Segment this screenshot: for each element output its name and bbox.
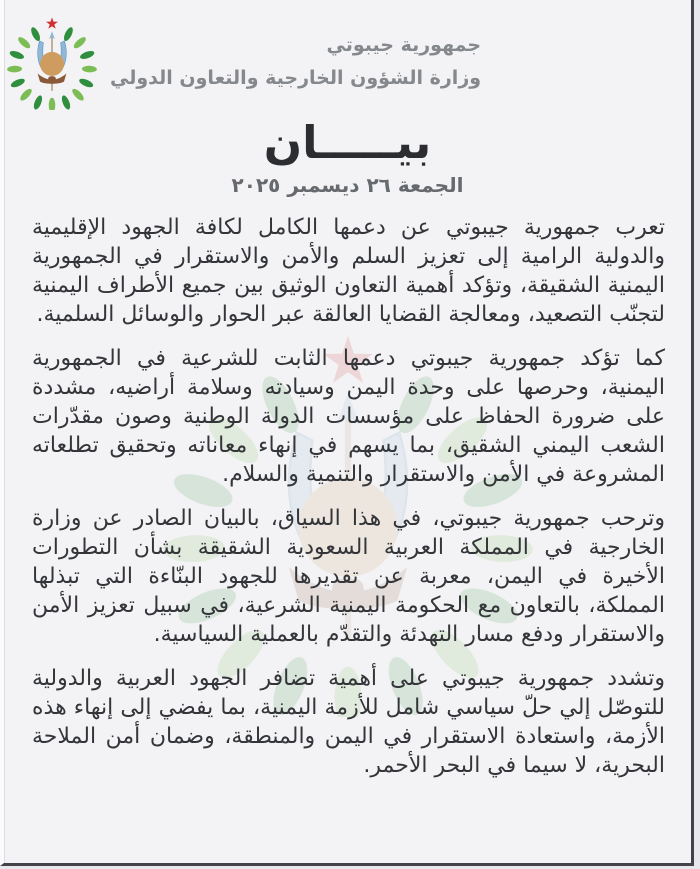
statement-paragraph-2: كما تؤكد جمهورية جيبوتي دعمها الثابت للشرعية في الجمهورية اليمنية، وحرصها على وحدة اليمن وسيادته وسلامة أراضيه، مشددة على ضرورة الحفاظ على مؤسسات الدولة الوطنية وصون مقدّرات الشعب اليمني الشقيق، بما يسهم في إنهاء معاناته وتحقيق تطلعاته المشروعة في الأمن والاستقرار والتنمية والسلام.: [32, 346, 665, 487]
statement-paragraph-3: وترحب جمهورية جيبوتي، في هذا السياق، بالبيان الصادر عن وزارة الخارجية في المملكة العربية السعودية الشقيقة بشأن التطورات الأخيرة في اليمن، معربة عن تقديرها للجهود البنّاءة التي تبذلها المملكة، بالتعاون مع الحكومة اليمنية الشرعية، في سبيل تعزيز الأمن والاستقرار ودفع مسار التهدئة والتقدّم بالعملية السياسية.: [32, 506, 665, 647]
header-text-block: [110, 29, 481, 96]
statement-title: بيـــــان: [263, 116, 432, 169]
document-header: [4, 0, 691, 110]
statement-paragraph-1: تعرب جمهورية جيبوتي عن دعمها الكامل لكافة الجهود الإقليمية والدولية الرامية إلى تعزيز السلم والأمن والاستقرار في الجمهورية اليمنية الشقيقة، وتؤكد أهمية التعاون الوثيق بين جميع الأطراف اليمنية لتجنّب التصعيد، ومعالجة القضايا العالقة عبر الحوار والوسائل السلمية.: [32, 215, 665, 327]
statement-date: الجمعة ٢٦ ديسمبر ٢٠٢٥: [231, 173, 464, 197]
statement-body: [4, 209, 691, 780]
header-country: جمهورية جيبوتي: [326, 33, 482, 56]
djibouti-emblem-icon: [4, 14, 100, 110]
header-ministry: وزارة الشؤون الخارجية والتعاون الدولي: [110, 67, 482, 89]
statement-paragraph-4: وتشدد جمهورية جيبوتي على أهمية تضافر الجهود العربية والدولية للتوصّل إلي حلّ سياسي شامل للأزمة اليمنية، بما يفضي إلى إنهاء هذه الأزمة، واستعادة الاستقرار في اليمن والمنطقة، وضمان أمن الملاحة البحرية، لا سيما في البحر الأحمر.: [32, 666, 665, 778]
